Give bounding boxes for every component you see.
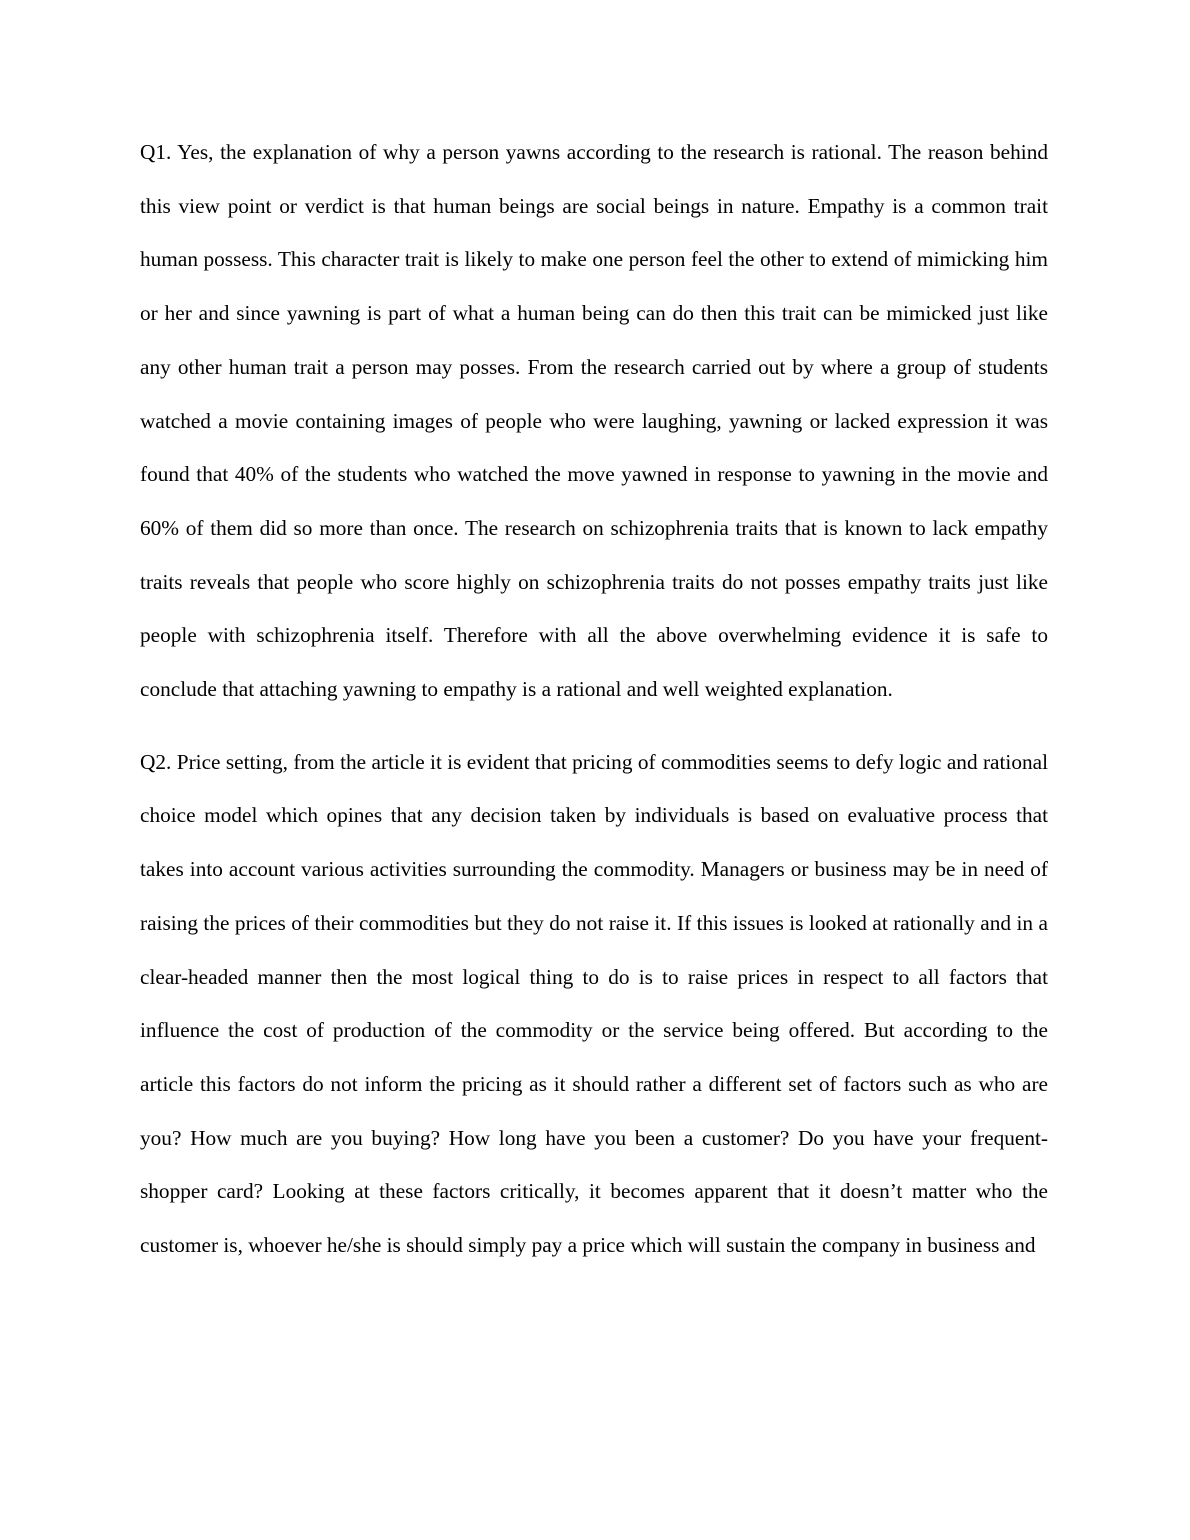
- document-page: [140, 126, 1048, 1273]
- paragraph-q1: Q1. Yes, the explanation of why a person yawns according to the research is rational. The reason behind this view point or verdict is that human beings are social beings in nature. Empathy is a common trait human possess. This character trait is likely to make one person feel the other to extend of mimicking him or her and since yawning is part of what a human being can do then this trait can be mimicked just like any other human trait a person may posses. From the research carried out by where a group of students watched a movie containing images of people who were laughing, yawning or lacked expression it was found that 40% of the students who watched the move yawned in response to yawning in the movie and 60% of them did so more than once. The research on schizophrenia traits that is known to lack empathy traits reveals that people who score highly on schizophrenia traits do not posses empathy traits just like people with schizophrenia itself. Therefore with all the above overwhelming evidence it is safe to conclude that attaching yawning to empathy is a rational and well weighted explanation.: [140, 140, 1048, 702]
- paragraph-q2: Q2. Price setting, from the article it is evident that pricing of commodities seems to defy logic and rational choice model which opines that any decision taken by individuals is based on evaluative process that takes into account various activities surrounding the commodity. Managers or business may be in need of raising the prices of their commodities but they do not raise it. If this issues is looked at rationally and in a clear-headed manner then the most logical thing to do is to raise prices in respect to all factors that influence the cost of production of the commodity or the service being offered. But according to the article this factors do not inform the pricing as it should rather a different set of factors such as who are you? How much are you buying? How long have you been a customer? Do you have your frequent-shopper card? Looking at these factors critically, it becomes apparent that it doesn’t matter who the customer is, whoever he/she is should simply pay a price which will sustain the company in business and: [140, 749, 1048, 1258]
